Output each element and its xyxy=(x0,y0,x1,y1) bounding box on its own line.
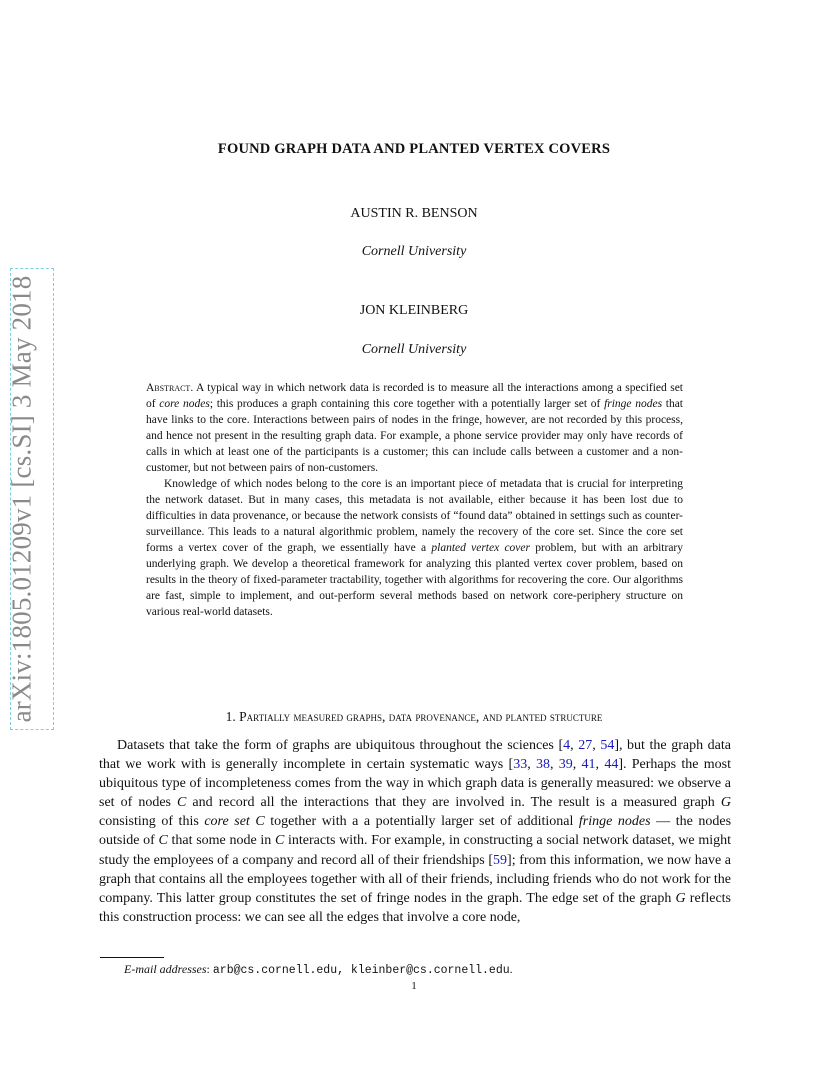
core-set-term: core set xyxy=(204,814,250,830)
footnote: E-mail addresses: arb@cs.cornell.edu, kleinber@cs.cornell.edu. xyxy=(124,962,513,977)
author-2-name: JON KLEINBERG xyxy=(359,303,469,318)
section-number: 1. xyxy=(225,709,236,724)
abstract xyxy=(146,380,683,620)
abstract-label: Abstract. xyxy=(146,382,194,394)
core-nodes-term: core nodes xyxy=(159,398,210,410)
math-symbol: C xyxy=(158,833,168,849)
citation-link[interactable]: 41 xyxy=(581,757,596,773)
fringe-nodes-term: fringe nodes xyxy=(604,398,663,410)
math-symbol: C xyxy=(255,814,265,830)
citation-link[interactable]: 54 xyxy=(600,738,615,753)
abstract-paragraph-1: Abstract. A typical way in which network data is recorded is to measure all the interactions among a specified set of core nodes; this produces a graph containing this core together with a potentially larger set of fringe nodes that have links to the core. Interactions between pairs of nodes in the fringe, however, are not recorded by this process, and hence not present in the resulting graph data. For example, a phone service provider may only have records of calls in which at least one of the participants is a customer; this can include calls between a customer and a non-customer, but not between pairs of non-customers. xyxy=(146,382,683,474)
citation-link[interactable]: 39 xyxy=(558,757,573,773)
citation-link[interactable]: 33 xyxy=(513,757,528,773)
paper-title: FOUND GRAPH DATA AND PLANTED VERTEX COVERS xyxy=(217,141,611,157)
citation-link[interactable]: 38 xyxy=(535,757,550,773)
email-addresses: arb@cs.cornell.edu, kleinber@cs.cornell.edu xyxy=(212,964,510,977)
arxiv-stamp: arXiv:1805.01209v1 [cs.SI] 3 May 2018 xyxy=(6,275,37,723)
body-paragraph: Datasets that take the form of graphs are ubiquitous throughout the sciences [4, 27, 54], but the graph data that we work with is generally incomplete in certain systematic ways [33, 38, 39, 41, 44]. Perhaps the most ubiquitous type of incompleteness comes from the way in which graph data is generally measured: we observe a set of nodes C and record all the interactions that they are involved in. The result is a measured graph G consisting of this core set C together with a a potentially larger set of additional fringe nodes — the nodes outside of C that some node in C interacts with. For example, in constructing a social network dataset, we might study the employees of a company and record all of their friendships [59]; from this information, we now have a graph that contains all the employees together with all of their friends, including friends who do not work for the company. This latter group constitutes the set of fringe nodes in the graph. The edge set of the graph G reflects this construction process: we can see all the edges that involve a core node, xyxy=(99,738,732,925)
citation-link[interactable]: 59 xyxy=(493,852,508,868)
section-heading xyxy=(100,709,728,725)
footnote-divider xyxy=(100,957,164,958)
author-1-name: AUSTIN R. BENSON xyxy=(350,206,478,221)
math-symbol: G xyxy=(720,795,731,811)
abstract-paragraph-2: Knowledge of which nodes belong to the core is an important piece of metadata that is crucial for interpreting the network dataset. But in many cases, this metadata is not available, either because it has been lost due to difficulties in data provenance, or because the network consists of “found data” obtained in settings such as counter-surveillance. This leads to a natural algorithmic problem, namely the recovery of the core set. Since the core set forms a vertex cover of the graph, we essentially have a planted vertex cover problem, but with an arbitrary underlying graph. We develop a theoretical framework for analyzing this planted vertex cover problem, based on results in the theory of fixed-parameter tractability, together with algorithms for recovering the core. Our algorithms are fast, simple to implement, and out-perform several methods based on network core-periphery structure on various real-world datasets. xyxy=(146,478,684,618)
footnote-label: E-mail addresses xyxy=(124,962,207,976)
citation-link[interactable]: 4 xyxy=(563,738,571,753)
citation-link[interactable]: 27 xyxy=(578,738,593,753)
body-text xyxy=(99,736,731,927)
math-symbol: C xyxy=(274,833,285,849)
math-symbol: G xyxy=(675,890,686,906)
page-number: 1 xyxy=(411,980,417,992)
author-1-affiliation: Cornell University xyxy=(361,244,467,259)
citation-link[interactable]: 44 xyxy=(604,757,619,773)
planted-vertex-cover-term: planted vertex cover xyxy=(431,542,530,554)
fringe-nodes-term: fringe nodes xyxy=(578,814,651,830)
section-title: Partially measured graphs, data provenance, and planted structure xyxy=(239,709,603,724)
author-2-affiliation: Cornell University xyxy=(361,342,467,357)
math-symbol: C xyxy=(177,795,187,811)
